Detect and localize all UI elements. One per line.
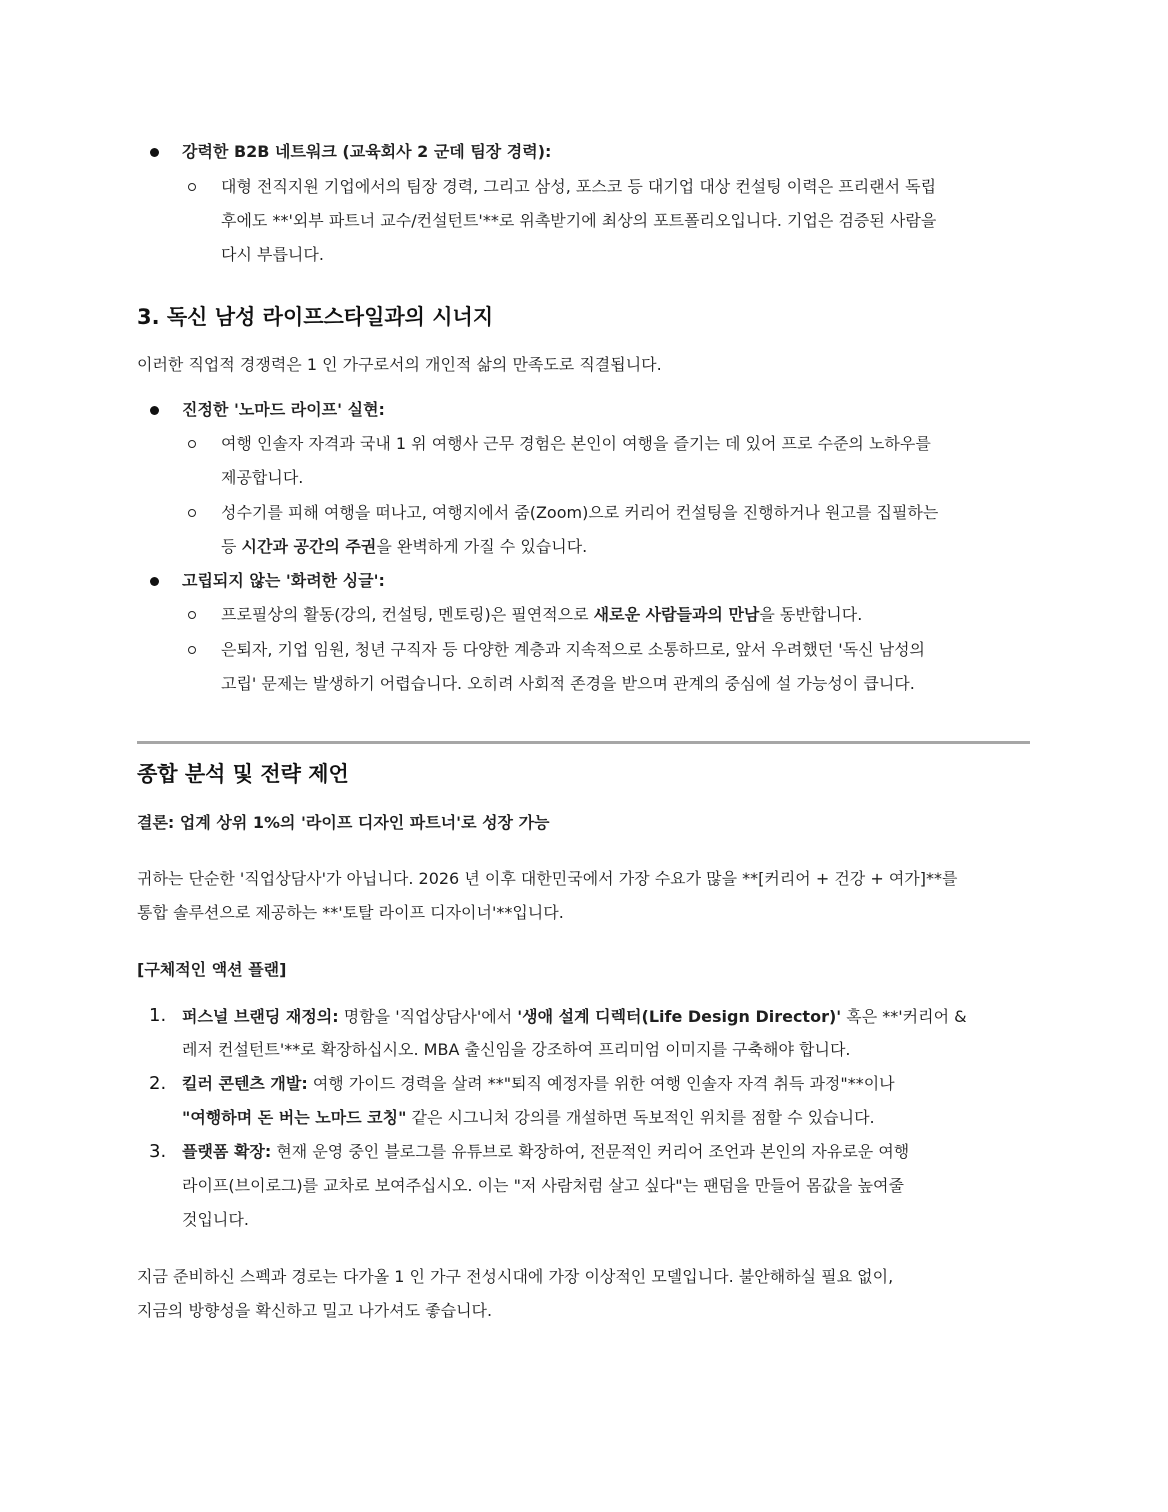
action-item-2-line-1 <box>182 1074 895 1094</box>
nomad-detail-2-line-2 <box>221 537 587 557</box>
b2b-detail-line-1: 대형 전직지원 기업에서의 팀장 경력, 그리고 삼성, 포스코 등 대기업 대상 컨설팅 이력은 프리랜서 독립 <box>221 177 937 196</box>
summary-heading: 종합 분석 및 전략 제언 <box>137 762 349 786</box>
emphasis-text: 시간과 공간의 주권 <box>241 537 377 556</box>
sub-bullet-marker <box>188 646 196 654</box>
list-number: 1. <box>149 1005 167 1026</box>
nomad-detail-1-line-2: 제공합니다. <box>221 468 304 487</box>
action-item-1-line-2: 레저 컨설턴트'**로 확장하십시오. MBA 출신임을 강조하여 프리미엄 이미지를 구축해야 합니다. <box>182 1040 851 1059</box>
text-run: 같은 시그니처 강의를 개설하면 독보적인 위치를 점할 수 있습니다. <box>406 1108 875 1127</box>
action-item-2-line-2 <box>182 1108 875 1128</box>
bullet-title-b2b: 강력한 B2B 네트워크 (교육회사 2 군데 팀장 경력): <box>182 142 552 161</box>
text-run: 명함을 '직업상담사'에서 <box>338 1007 518 1026</box>
single-detail-2-line-1: 은퇴자, 기업 임원, 청년 구직자 등 다양한 계층과 지속적으로 소통하므로, 앞서 우려했던 '독신 남성의 <box>221 640 926 659</box>
emphasis-text: '생애 설계 디렉터(Life Design Director)' <box>517 1007 842 1026</box>
item-label: 킬러 콘텐츠 개발: <box>182 1074 308 1093</box>
text-run: 프로필상의 활동(강의, 컨설팅, 멘토링)은 필연적으로 <box>221 605 594 624</box>
sub-bullet-marker <box>188 509 196 517</box>
text-run: 을 완벽하게 가질 수 있습니다. <box>376 537 588 556</box>
text-run: 등 <box>221 537 242 556</box>
single-detail-1 <box>221 605 862 625</box>
bullet-title-nomad: 진정한 '노마드 라이프' 실현: <box>182 400 385 419</box>
summary-paragraph-line-1: 귀하는 단순한 '직업상담사'가 아닙니다. 2026 년 이후 대한민국에서 가장 수요가 많을 **[커리어 + 건강 + 여가]**를 <box>137 869 958 888</box>
list-number: 3. <box>149 1141 167 1162</box>
text-run: 을 동반합니다. <box>759 605 863 624</box>
b2b-detail-line-2: 후에도 **'외부 파트너 교수/컨설턴트'**로 위촉받기에 최상의 포트폴리오입니다. 기업은 검증된 사람을 <box>221 211 937 230</box>
bullet-marker <box>150 577 159 586</box>
b2b-detail-line-3: 다시 부릅니다. <box>221 245 324 264</box>
single-detail-2-line-2: 고립' 문제는 발생하기 어렵습니다. 오히려 사회적 존경을 받으며 관계의 중심에 설 가능성이 큽니다. <box>221 674 915 693</box>
action-item-1-line-1 <box>182 1007 967 1027</box>
sub-bullet-marker <box>188 611 196 619</box>
text-run: 여행 가이드 경력을 살려 **"퇴직 예정자를 위한 여행 인솔자 자격 취득 과정"**이나 <box>307 1074 895 1093</box>
bullet-marker <box>150 148 159 157</box>
item-label: 플랫폼 확장: <box>182 1142 272 1161</box>
nomad-detail-2-line-1: 성수기를 피해 여행을 떠나고, 여행지에서 줌(Zoom)으로 커리어 컨설팅을 진행하거나 원고를 집필하는 <box>221 503 939 522</box>
action-item-3-line-2: 라이프(브이로그)를 교차로 보여주십시오. 이는 "저 사람처럼 살고 싶다"는 팬덤을 만들어 몸값을 높여줄 <box>182 1176 904 1195</box>
conclusion-line: 결론: 업계 상위 1%의 '라이프 디자인 파트너'로 성장 가능 <box>137 813 550 832</box>
sub-bullet-marker <box>188 440 196 448</box>
summary-paragraph-line-2: 통합 솔루션으로 제공하는 **'토탈 라이프 디자이너'**입니다. <box>137 903 564 922</box>
text-run: 현재 운영 중인 블로그를 유튜브로 확장하여, 전문적인 커리어 조언과 본인의 자유로운 여행 <box>271 1142 910 1161</box>
section-3-intro: 이러한 직업적 경쟁력은 1 인 가구로서의 개인적 삶의 만족도로 직결됩니다. <box>137 355 662 374</box>
section-divider <box>137 741 1030 744</box>
action-item-3-line-1 <box>182 1142 909 1162</box>
section-3-heading: 3. 독신 남성 라이프스타일과의 시너지 <box>137 305 494 329</box>
action-plan-title: [구체적인 액션 플랜] <box>137 960 287 979</box>
bullet-title-single: 고립되지 않는 '화려한 싱글': <box>182 571 385 590</box>
nomad-detail-1-line-1: 여행 인솔자 자격과 국내 1 위 여행사 근무 경험은 본인이 여행을 즐기는 데 있어 프로 수준의 노하우를 <box>221 434 931 453</box>
action-item-3-line-3: 것입니다. <box>182 1210 249 1229</box>
sub-bullet-marker <box>188 183 196 191</box>
text-run: 혹은 **'커리어 & <box>841 1007 967 1026</box>
closing-line-2: 지금의 방향성을 확신하고 밀고 나가셔도 좋습니다. <box>137 1301 493 1320</box>
bullet-marker <box>150 406 159 415</box>
emphasis-text: 새로운 사람들과의 만남 <box>593 605 760 624</box>
list-number: 2. <box>149 1073 167 1094</box>
closing-line-1: 지금 준비하신 스펙과 경로는 다가올 1 인 가구 전성시대에 가장 이상적인 모델입니다. 불안해하실 필요 없이, <box>137 1267 894 1286</box>
item-label: 퍼스널 브랜딩 재정의: <box>182 1007 339 1026</box>
emphasis-text: "여행하며 돈 버는 노마드 코칭" <box>182 1108 407 1127</box>
